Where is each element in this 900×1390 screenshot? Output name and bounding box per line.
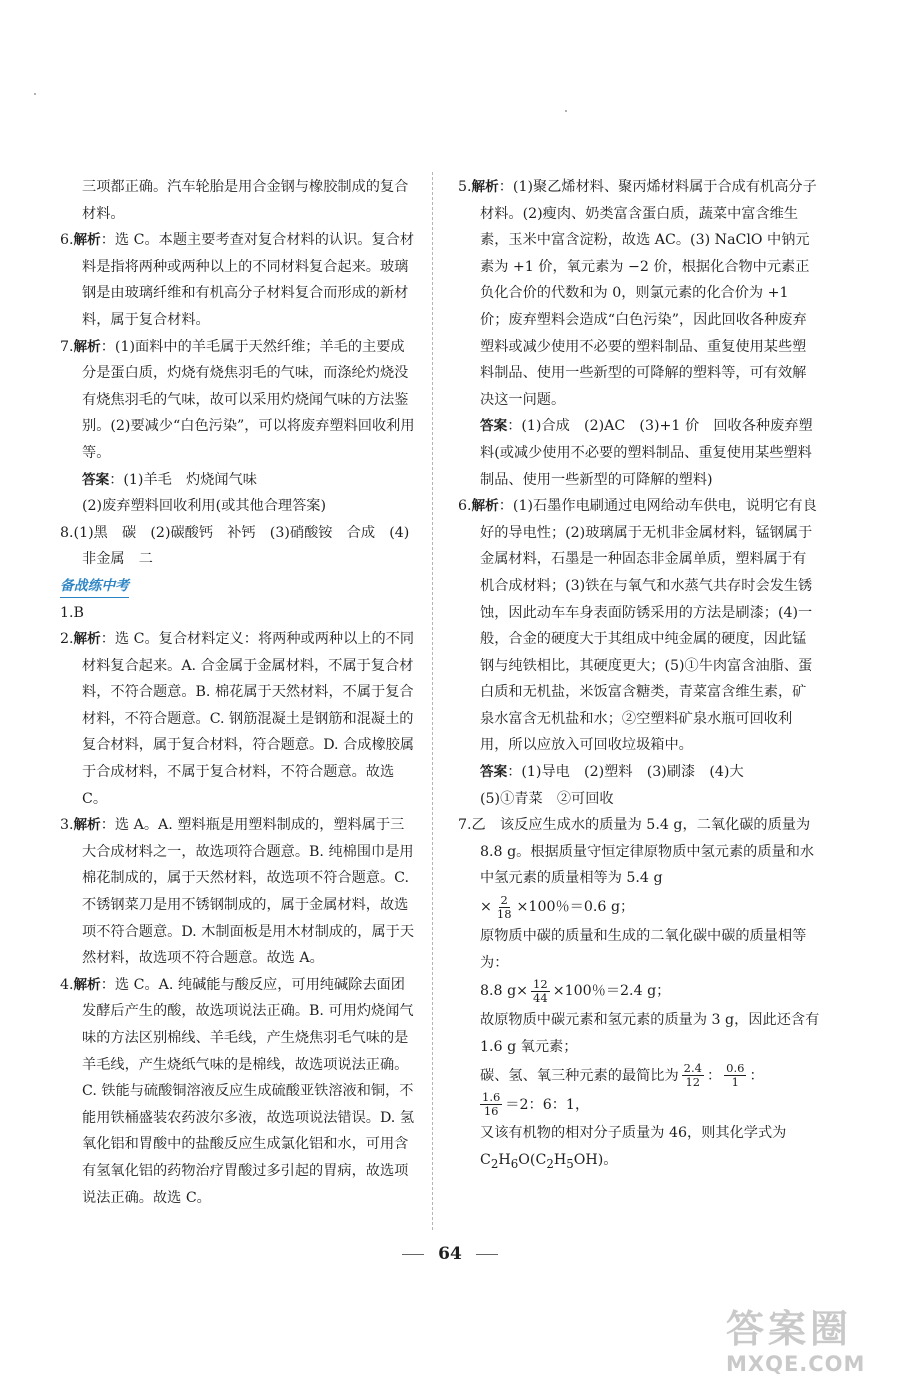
continued-text: 三项都正确。汽车轮胎是用合金钢与橡胶制成的复合材料。: [82, 179, 409, 222]
explanation-text: 原物质中碳的质量和生成的二氧化碳中碳的质量相等为：: [480, 928, 807, 971]
exam-question-2: 2.解析：选 C。复合材料定义：将两种或两种以上的不同材料复合起来。A. 合金属于金属材料，不属于复合材料，不符合题意。B. 棉花属于天然材料，不属于复合材料，不符合题意。C. 钢筋混凝土是钢筋和混凝土的复合材料，属于复合材料，符合题意。D. 合成橡胶属于合成材料，不属于复合材料，不符合题意。故选 C。: [60, 631, 415, 807]
chemical-formula-text: 又该有机物的相对分子质量为 46，则其化学式为 $C_2H_6O(C_2H_5OH)$。: [480, 1125, 787, 1171]
footer-dash: [402, 1254, 424, 1255]
question-7-answer: 答案：(1)羊毛 灼烧闻气味: [82, 471, 257, 488]
exam-question-6: 6.解析：(1)石墨作电刷通过电网给动车供电，说明它有良好的导电性；(2)玻璃属于无机非金属材料，锰钢属于金属材料，石墨是一种固态非金属单质，塑料属于有机合成材料；(3)铁在与氧气和水蒸气共存时会发生锈蚀，因此动车车身表面防锈采用的方法是刷漆；(4)一般，合金的硬度大于其组成中纯金属的硬度，因此锰钢与纯铁相比，其硬度更大；(5)①牛肉富含油脂、蛋白质和无机盐，米饭富含糖类，青菜富含维生素，矿泉水富含无机盐和水；②空塑料矿泉水瓶可回收利用，所以应放入可回收垃圾箱中。: [458, 498, 817, 754]
question-7-answer-line2: (2)废弃塑料回收利用(或其他合理答案): [82, 498, 326, 515]
formula-ratio-result: $\frac{1.6}{16}$ ＝2：6：1，: [482, 1090, 590, 1119]
question-8: 8.(1)黑 碳 (2)碳酸钙 补钙 (3)硝酸铵 合成 (4)非金属 二: [60, 524, 410, 568]
scan-dot: [565, 110, 567, 112]
exam-question-1: 1.B: [60, 604, 84, 621]
page-number: 64: [438, 1244, 462, 1264]
formula-carbon: 8.8 g× $\frac{12}{44}$ ×100％＝2.4 g；: [480, 977, 671, 1006]
explanation-text: 故原物质中碳元素和氢元素的质量为 3 g，因此还含有 1.6 g 氧元素；: [480, 1012, 820, 1055]
fraction: $\frac{0.6}{1}$: [726, 1061, 745, 1090]
fraction: $\frac{12}{44}$: [533, 977, 548, 1006]
right-column: [458, 174, 820, 1177]
fraction: $\frac{1.6}{16}$: [482, 1090, 501, 1119]
watermark-logo: 答案圈: [726, 1307, 853, 1351]
exam-question-3: 3.解析：选 A。A. 塑料瓶是用塑料制成的，塑料属于三大合成材料之一，故选项符合题意。B. 纯棉围巾是用棉花制成的，属于天然材料，故选项不符合题意。C. 不锈钢菜刀是用不锈钢制成的，属于金属材料，故选项不符合题意。D. 木制面板是用木材制成的，属于天然材料，故选项不符合题意。故选 A。: [60, 817, 415, 967]
exam-question-5-answer: 答案：(1)合成 (2)AC (3)+1 价 回收各种废弃塑料(或减少使用不必要的塑料制品、重复使用某些塑料制品、使用一些新型的可降解的塑料): [480, 418, 813, 488]
fraction: $\frac{2}{18}$: [496, 893, 512, 922]
exam-question-6-answer-line2: (5)①青菜 ②可回收: [480, 790, 614, 807]
question-6: 6.解析：选 C。本题主要考查对复合材料的认识。复合材料是指将两种或两种以上的不同材料复合起来。玻璃钢是由玻璃纤维和有机高分子材料复合而形成的新材料，属于复合材料。: [60, 232, 415, 328]
watermark: [726, 1306, 896, 1386]
question-7: 7.解析：(1)面料中的羊毛属于天然纤维；羊毛的主要成分是蛋白质，灼烧有烧焦羽毛的气味，而涤纶灼烧没有烧焦羽毛的气味，故可以采用灼烧闻气味的方法鉴别。(2)要减少“白色污染”，可以将废弃塑料回收利用等。: [60, 338, 415, 461]
fraction: $\frac{2.4}{12}$: [683, 1061, 702, 1090]
page-footer: [0, 1244, 900, 1264]
formula-hydrogen: × $\frac{2}{18}$ ×100％＝0.6 g；: [480, 893, 635, 922]
scan-dot: [34, 93, 36, 95]
footer-dash: [476, 1254, 498, 1255]
left-column: [60, 174, 418, 1211]
formula-ratio: 碳、氢、氧三种元素的最简比为 $\frac{2.4}{12}$ ： $\frac{0.6}{1}$ ：: [480, 1061, 764, 1090]
watermark-url: MXQE.COM: [726, 1352, 866, 1376]
column-divider: [432, 172, 433, 1230]
exam-question-6-answer: 答案：(1)导电 (2)塑料 (3)刷漆 (4)大: [480, 764, 744, 781]
exam-question-7: 7.乙 该反应生成水的质量为 5.4 g，二氧化碳的质量为 8.8 g。根据质量守恒定律原物质中氢元素的质量和水中氢元素的质量相等为 5.4 g: [458, 817, 815, 887]
exam-question-4: 4.解析：选 C。A. 纯碱能与酸反应，可用纯碱除去面团发酵后产生的酸，故选项说法正确。B. 可用灼烧闻气味的方法区别棉线、羊毛线，产生烧焦羽毛气味的是羊毛线，产生烧纸气味的是棉线，故选项说法正确。C. 铁能与硫酸铜溶液反应生成硫酸亚铁溶液和铜，不能用铁桶盛装农药波尔多液，故选项说法错误。D. 氢氧化铝和胃酸中的盐酸反应生成氯化铝和水，可用含有氢氧化铝的药物治疗胃酸过多引起的胃病，故选项说法正确。故选 C。: [60, 976, 415, 1206]
section-heading: 备战练中考: [60, 575, 129, 598]
exam-question-5: 5.解析：(1)聚乙烯材料、聚丙烯材料属于合成有机高分子材料。(2)瘦肉、奶类富含蛋白质，蔬菜中富含维生素，玉米中富含淀粉，故选 AC。(3) NaClO 中钠元素为 +1 价，氧元素为 −2 价，根据化合物中元素正负化合价的代数和为 0，则氯元素的化合价为 +1 价；废弃塑料会造成“白色污染”，因此回收各种废弃塑料或减少使用不必要的塑料制品、重复使用某些塑料制品、使用一些新型的可降解的塑料等，可有效解决这一问题。: [458, 179, 817, 408]
